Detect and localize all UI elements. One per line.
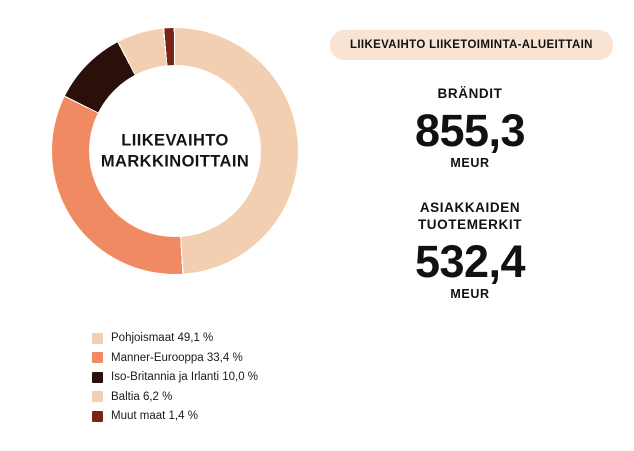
chart-legend: [92, 330, 352, 428]
metric-brands-value: 855,3: [414, 104, 526, 156]
donut-ring: [52, 28, 298, 274]
donut-center-line2: MARKKINOITTAIN: [100, 152, 250, 170]
legend-item-label: Baltia 6,2 %: [111, 390, 173, 403]
legend-item-label: Muut maat 1,4 %: [111, 410, 198, 422]
legend-item: [92, 330, 352, 346]
legend-item-label: Manner-Eurooppa 33,4 %: [111, 351, 243, 364]
donut-chart: [40, 18, 310, 308]
metric-private-label: [330, 200, 610, 301]
metric-private-label-label-line2: TUOTEMERKIT: [417, 217, 523, 232]
legend-swatch-icon: [92, 391, 103, 402]
legend-item-label: Pohjoismaat 49,1 %: [111, 332, 214, 344]
legend-item-label: Iso-Britannia ja Irlanti 10,0 %: [111, 371, 259, 383]
metric-private-label-label-line1: ASIAKKAIDEN: [419, 200, 521, 216]
legend-swatch-icon: [92, 352, 103, 363]
donut-center-label: [85, 130, 265, 171]
legend-swatch-icon: [92, 333, 103, 344]
metric-private-label-unit: MEUR: [450, 287, 490, 302]
donut-center-line1: LIIKEVAIHTO: [121, 131, 229, 150]
metric-brands-unit: MEUR: [450, 156, 490, 171]
metric-brands: [330, 86, 610, 170]
legend-swatch-icon: [92, 411, 103, 422]
legend-item: [92, 408, 352, 424]
metric-brands-label: BRÄNDIT: [437, 86, 503, 101]
legend-item: [92, 369, 352, 385]
business-areas-panel: [330, 30, 610, 301]
panel-title-pill: LIIKEVAIHTO LIIKETOIMINTA-ALUEITTAIN: [330, 30, 613, 60]
metric-private-label-value: 532,4: [414, 235, 526, 287]
legend-item: [92, 350, 352, 366]
legend-item: [92, 389, 352, 405]
legend-swatch-icon: [92, 372, 103, 383]
